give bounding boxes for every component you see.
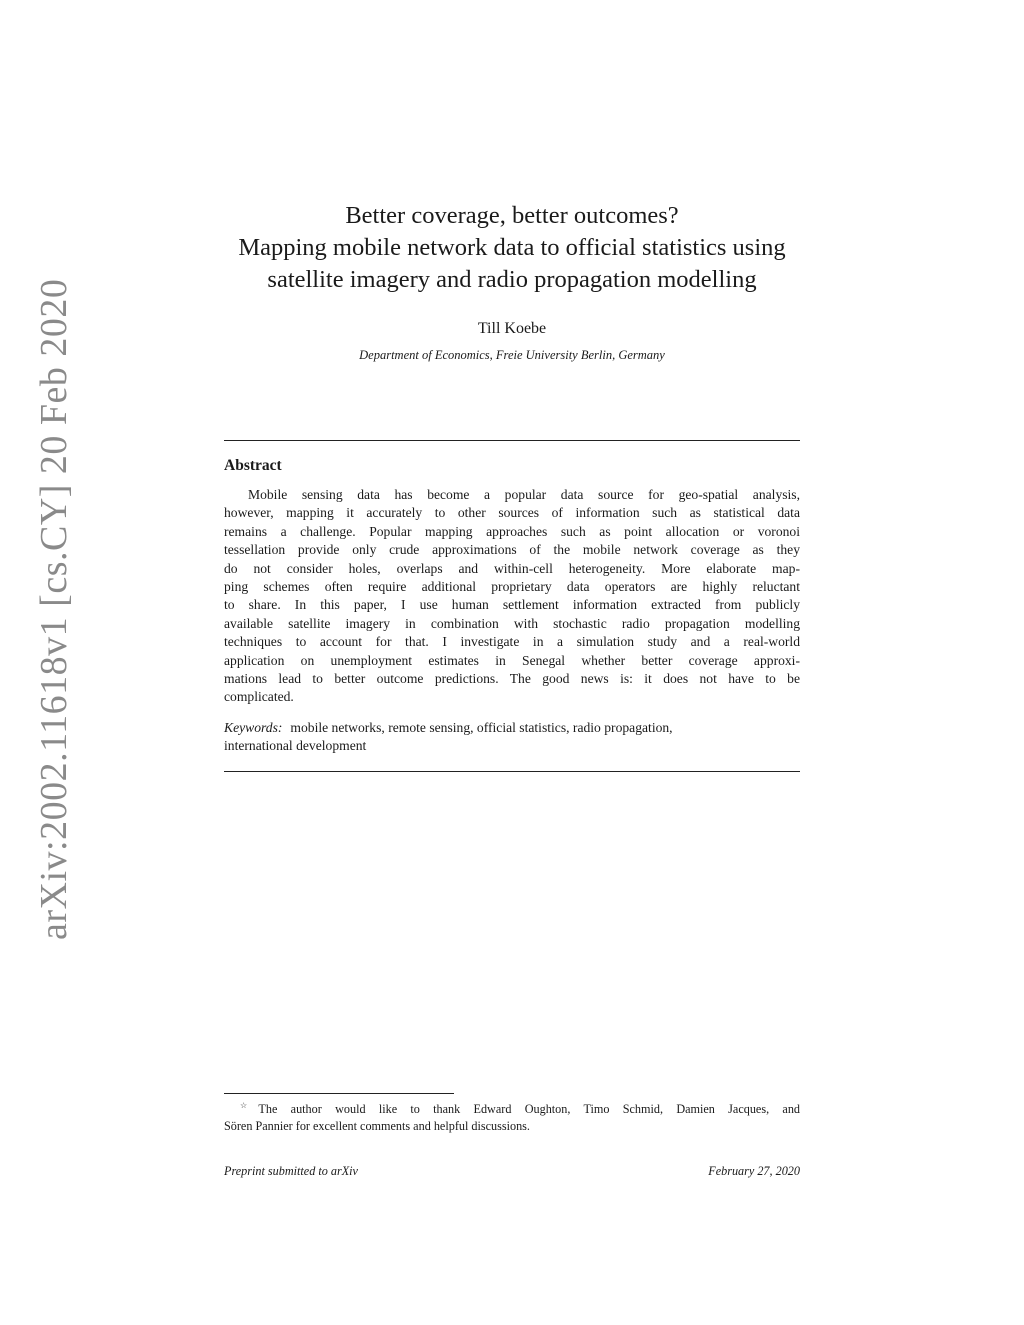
keywords-text: mobile networks, remote sensing, official statistics, radio propagation, bbox=[290, 720, 673, 735]
abstract-line: remains a challenge. Popular mapping approaches such as point allocation or voronoi bbox=[224, 523, 800, 539]
abstract-line: complicated. bbox=[224, 689, 294, 705]
keywords-line-2: international development bbox=[224, 738, 367, 754]
abstract-line: do not consider holes, overlaps and within-cell heterogeneity. More elaborate map- bbox=[224, 560, 800, 576]
abstract-bottom-rule bbox=[224, 771, 800, 772]
abstract-line: Mobile sensing data has become a popular data source for geo-spatial analysis, bbox=[248, 487, 800, 502]
keywords-block bbox=[224, 719, 800, 756]
footnote bbox=[224, 1097, 800, 1135]
abstract-line: application on unemployment estimates in Senegal whether better coverage approxi- bbox=[224, 652, 800, 668]
author-name: Till Koebe bbox=[477, 320, 547, 337]
abstract-line: however, mapping it accurately to other sources of information such as statistical data bbox=[224, 505, 800, 521]
title-line-3: satellite imagery and radio propagation modelling bbox=[267, 266, 757, 293]
abstract-body bbox=[224, 486, 800, 707]
abstract-top-rule bbox=[224, 440, 800, 441]
abstract-line: to share. In this paper, I use human settlement information extracted from publicly bbox=[224, 597, 800, 613]
author-affiliation: Department of Economics, Freie University Berlin, Germany bbox=[359, 348, 665, 362]
footer-preprint-note: Preprint submitted to arXiv bbox=[224, 1164, 358, 1178]
footnote-text-1: The author would like to thank Edward Oughton, Timo Schmid, Damien Jacques, and bbox=[258, 1102, 801, 1117]
keywords-line-1 bbox=[224, 719, 800, 737]
abstract-line: techniques to account for that. I investigate in a simulation study and a real-world bbox=[224, 634, 800, 650]
footnote-star-marker: ☆ bbox=[240, 1101, 258, 1110]
title-line-1: Better coverage, better outcomes? bbox=[345, 202, 679, 229]
keywords-label: Keywords: bbox=[224, 720, 283, 735]
footnote-line-2: Sören Pannier for excellent comments and helpful discussions. bbox=[224, 1119, 530, 1134]
title-line-2: Mapping mobile network data to official statistics using bbox=[238, 234, 786, 261]
footnote-rule bbox=[224, 1093, 454, 1094]
arxiv-identifier-stamp: arXiv:2002.11618v1 [cs.CY] 20 Feb 2020 bbox=[33, 278, 75, 940]
paper-title bbox=[224, 200, 800, 296]
abstract-line: mations lead to better outcome predictions. The good news is: it does not have to be bbox=[224, 671, 800, 687]
abstract-line: available satellite imagery in combination with stochastic radio propagation modelling bbox=[224, 615, 800, 631]
footer-date: February 27, 2020 bbox=[708, 1164, 800, 1178]
footnote-line-1 bbox=[224, 1097, 800, 1118]
abstract-heading: Abstract bbox=[224, 457, 282, 474]
abstract-line: ping schemes often require additional proprietary data operators are highly reluctant bbox=[224, 579, 800, 595]
abstract-line: tessellation provide only crude approximations of the mobile network coverage as they bbox=[224, 542, 800, 558]
